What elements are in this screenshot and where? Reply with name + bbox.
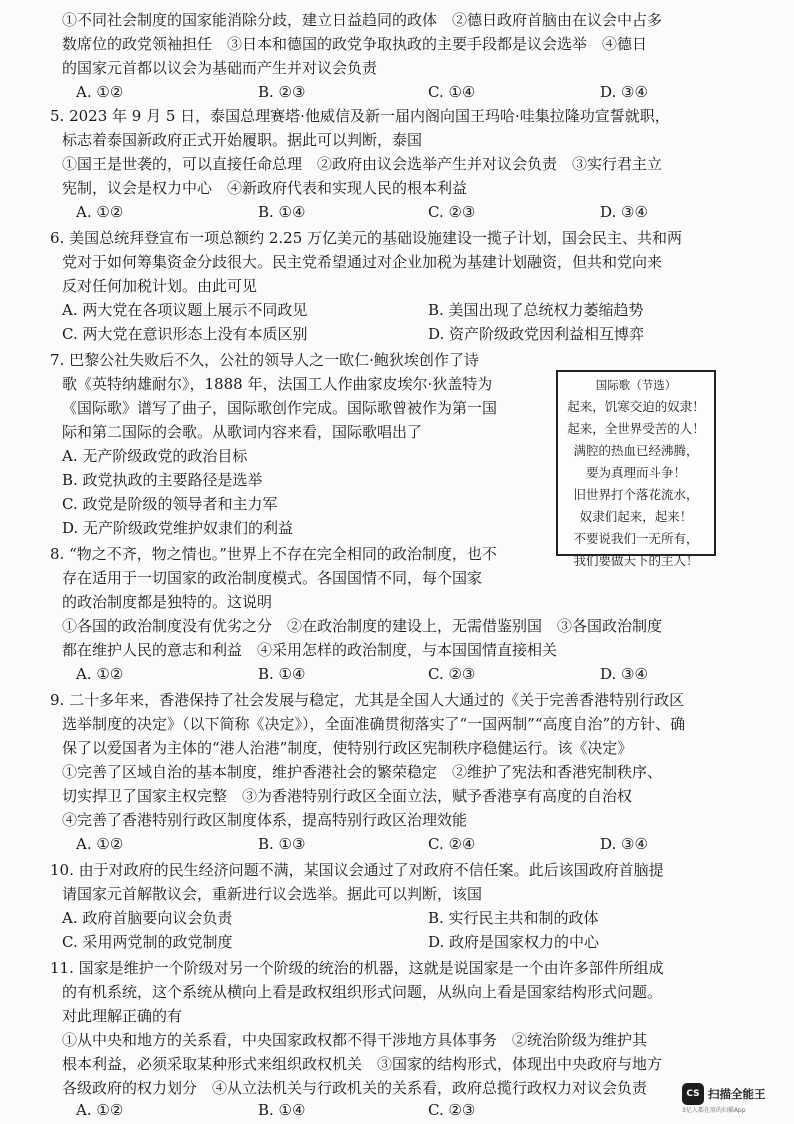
q11-option-b: B. ①④: [258, 1101, 306, 1119]
q8-option-d: D. ③④: [600, 665, 648, 683]
scanner-watermark: [682, 1081, 792, 1117]
q7-stem-line-2: 歌《英特纳雄耐尔》，1888 年，法国工人作曲家皮埃尔·狄盖特为: [62, 375, 493, 393]
q8-stem-line-1: 8. “物之不齐，物之情也。”世界上不存在完全相同的政治制度，也不: [50, 545, 497, 563]
q6-option-d: D. 资产阶级政党因利益相互博弈: [428, 325, 645, 343]
q8-option-a: A. ①②: [76, 665, 124, 683]
q4-option-c: C. ①④: [428, 83, 476, 101]
q11-statement-line-3: 各级政府的权力划分 ④从立法机关与行政机关的关系看，政府总揽行政权力对议会负责: [62, 1079, 648, 1097]
q7-option-b: B. 政党执政的主要路径是选举: [62, 471, 263, 489]
q7-stem-line-4: 际和第二国际的会歌。从歌词内容来看，国际歌唱出了: [62, 423, 423, 441]
q6-option-c: C. 两大党在意识形态上没有本质区别: [62, 325, 308, 343]
q10-option-b: B. 实行民主共和制的政体: [428, 909, 599, 927]
q8-option-b: B. ①④: [258, 665, 306, 683]
q4-option-d: D. ③④: [600, 83, 648, 101]
q5-option-d: D. ③④: [600, 203, 648, 221]
q9-option-a: A. ①②: [76, 835, 124, 853]
q11-option-a: A. ①②: [76, 1101, 124, 1119]
q10-stem-line-2: 请国家元首解散议会，重新进行议会选举。据此可以判断，该国: [62, 885, 483, 903]
q5-statement-line-1: ①国王是世袭的，可以直接任命总理 ②政府由议会选举产生并对议会负责 ③实行君主立: [62, 155, 663, 173]
q11-stem-line-1: 11. 国家是维护一个阶级对另一个阶级的统治的机器，这就是说国家是一个由许多部件所组成: [50, 959, 664, 977]
internationale-lyrics-box: [556, 370, 716, 568]
q8-statement-line-1: ①各国的政治制度没有优劣之分 ②在政治制度的建设上，无需借鉴别国 ③各国政治制度: [62, 617, 663, 635]
lyrics-line-2: 起来，全世界受苦的人！: [567, 421, 705, 436]
lyrics-title: 国际歌（节选）: [595, 378, 677, 392]
q7-stem-line-1: 7. 巴黎公社失败后不久，公社的领导人之一欧仁·鲍狄埃创作了诗: [50, 351, 479, 369]
q9-stem-line-3: 保了以爱国者为主体的“港人治港”制度，使特别行政区宪制秩序稳健运行。该《决定》: [62, 739, 633, 757]
q5-stem-line-1: 5. 2023 年 9 月 5 日，泰国总理赛塔·他威信及新一届内阁向国王玛哈·哇集拉隆功宣誓就职，: [50, 107, 670, 125]
q5-option-c: C. ②③: [428, 203, 476, 221]
q4-option-a: A. ①②: [76, 83, 124, 101]
q11-stem-line-3: 对此理解正确的有: [62, 1007, 183, 1025]
q8-stem-line-2: 存在适用于一切国家的政治制度模式。各国国情不同，每个国家: [62, 569, 483, 587]
q11-stem-line-2: 的有机系统，这个系统从横向上看是政权组织形式问题，从纵向上看是国家结构形式问题。: [62, 983, 663, 1001]
q6-stem-line-1: 6. 美国总统拜登宣布一项总额约 2.25 万亿美元的基础设施建设一揽子计划，国会民主、共和两: [50, 229, 683, 247]
q6-stem-line-3: 反对任何加税计划。由此可见: [62, 277, 258, 295]
q11-statement-line-1: ①从中央和地方的关系看，中央国家政权都不得干涉地方具体事务 ②统治阶级为维护其: [62, 1031, 648, 1049]
q7-option-c: C. 政党是阶级的领导者和主力军: [62, 495, 278, 513]
q8-statement-line-2: 都在维护人民的意志和利益 ④采用怎样的政治制度，与本国国情直接相关: [62, 641, 558, 659]
q4-statement-line-1: ①不同社会制度的国家能消除分歧，建立日益趋同的政体 ②德日政府首脑由在议会中占多: [62, 11, 663, 29]
q11-statement-line-2: 根本利益，必须采取某种形式来组织政权机关 ③国家的结构形式，体现出中央政府与地方: [62, 1055, 663, 1073]
q4-statement-line-2: 数席位的政党领袖担任 ③日本和德国的政党争取执政的主要手段都是议会选举 ④德日: [62, 35, 648, 53]
q11-option-c: C. ②③: [428, 1101, 476, 1119]
q4-option-b: B. ②③: [258, 83, 306, 101]
q10-option-a: A. 政府首脑要向议会负责: [62, 909, 233, 927]
q8-option-c: C. ②③: [428, 665, 476, 683]
q9-stem-line-1: 9. 二十多年来，香港保持了社会发展与稳定，尤其是全国人大通过的《关于完善香港特别行政区: [50, 691, 685, 709]
lyrics-line-1: 起来，饥寒交迫的奴隶！: [567, 399, 705, 414]
q9-statement-line-3: ④完善了香港特别行政区制度体系，提高特别行政区治理效能: [62, 811, 468, 829]
q7-option-a: A. 无产阶级政党的政治目标: [62, 447, 248, 465]
q7-stem-line-3: 《国际歌》谱写了曲子，国际歌创作完成。国际歌曾被作为第一国: [62, 399, 498, 417]
lyrics-line-7: 不要说我们一无所有，: [573, 531, 699, 546]
scanner-tagline: 3亿人都在用的扫描App: [682, 1107, 746, 1114]
q8-stem-line-3: 的政治制度都是独特的。这说明: [62, 593, 273, 611]
q10-option-c: C. 采用两党制的政党制度: [62, 933, 233, 951]
q5-option-b: B. ①④: [258, 203, 306, 221]
lyrics-line-8: 我们要做天下的主人！: [573, 553, 699, 568]
q9-statement-line-2: 切实捍卫了国家主权完整 ③为香港特别行政区全面立法，赋予香港享有高度的自治权: [62, 787, 633, 805]
q9-option-c: C. ②④: [428, 835, 476, 853]
lyrics-line-3: 满腔的热血已经沸腾，: [573, 443, 699, 458]
q9-option-d: D. ③④: [600, 835, 648, 853]
q5-stem-line-2: 标志着泰国新政府正式开始履职。据此可以判断，泰国: [62, 131, 423, 149]
q6-option-a: A. 两大党在各项议题上展示不同政见: [62, 301, 308, 319]
q9-stem-line-2: 选举制度的决定》（以下简称《决定》），全面准确贯彻落实了“一国两制”“高度自治”的方针、确: [62, 715, 686, 733]
q10-stem-line-1: 10. 由于对政府的民生经济问题不满，某国议会通过了对政府不信任案。此后该国政府首脑提: [50, 861, 664, 879]
lyrics-line-6: 奴隶们起来，起来！: [579, 509, 693, 524]
camscanner-logo-icon: CS: [682, 1083, 704, 1105]
lyrics-line-5: 旧世界打个落花流水，: [573, 487, 699, 502]
q7-option-d: D. 无产阶级政党维护奴隶们的利益: [62, 519, 294, 537]
lyrics-line-4: 要为真理而斗争！: [585, 465, 686, 480]
scanner-app-name: 扫描全能王: [708, 1087, 766, 1101]
q4-statement-line-3: 的国家元首都以议会为基础而产生并对议会负责: [62, 59, 378, 77]
q10-option-d: D. 政府是国家权力的中心: [428, 933, 600, 951]
q6-stem-line-2: 党对于如何筹集资金分歧很大。民主党希望通过对企业加税为基建计划融资，但共和党向来: [62, 253, 663, 271]
q6-option-b: B. 美国出现了总统权力萎缩趋势: [428, 301, 644, 319]
q5-option-a: A. ①②: [76, 203, 124, 221]
q9-option-b: B. ①③: [258, 835, 306, 853]
q5-statement-line-2: 宪制，议会是权力中心 ④新政府代表和实现人民的根本利益: [62, 179, 468, 197]
q9-statement-line-1: ①完善了区域自治的基本制度，维护香港社会的繁荣稳定 ②维护了宪法和香港宪制秩序、: [62, 763, 663, 781]
